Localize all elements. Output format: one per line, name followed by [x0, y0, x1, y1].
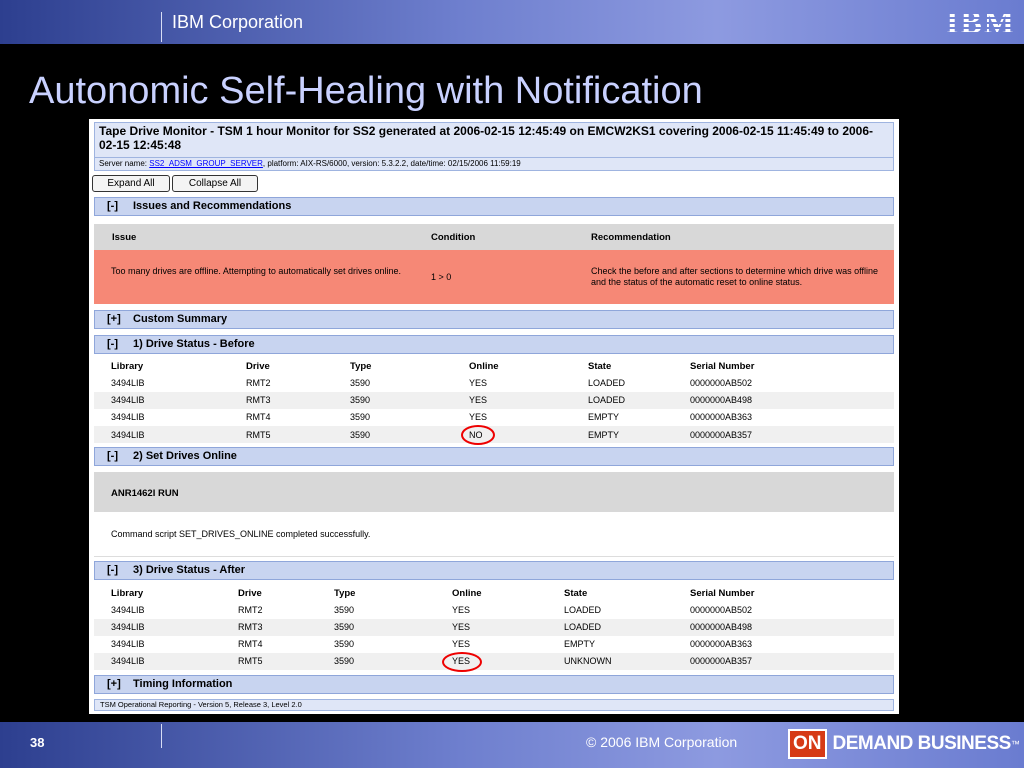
- table-row: 3494LIB RMT4 3590 YES EMPTY 0000000AB363: [94, 409, 894, 426]
- section-toggle[interactable]: [-]: [107, 564, 118, 576]
- header-divider: [161, 12, 162, 42]
- section-before-header[interactable]: [-] 1) Drive Status - Before: [94, 335, 894, 354]
- footer-divider: [161, 724, 162, 748]
- section-timing-header[interactable]: [+] Timing Information: [94, 675, 894, 694]
- collapse-all-button[interactable]: Collapse All: [172, 175, 258, 192]
- command-message: Command script SET_DRIVES_ONLINE completed successfully.: [94, 512, 894, 557]
- report-title: Tape Drive Monitor - TSM 1 hour Monitor for SS2 generated at 2006-02-15 12:45:49 on EMCW2KS1 covering 2006-02-15 11:45:49 to 2006-02-15 12:45:48: [94, 122, 894, 158]
- on-demand-business-logo: ON DEMAND BUSINESS ™: [788, 729, 1020, 759]
- report-footer: TSM Operational Reporting - Version 5, Release 3, Level 2.0: [94, 699, 894, 711]
- copyright: © 2006 IBM Corporation: [586, 734, 738, 750]
- issues-table-header: Issue Condition Recommendation: [94, 224, 894, 250]
- report-panel: [89, 119, 899, 714]
- server-info: Server name: SS2_ADSM_GROUP_SERVER, platform: AIX-RS/6000, version: 5.3.2.2, date/time: 02/15/2006 11:59:19: [94, 157, 894, 171]
- corporation-label: IBM Corporation: [172, 12, 304, 32]
- before-table-header: Library Drive Type Online State Serial Number: [94, 359, 894, 374]
- server-name-link[interactable]: SS2_ADSM_GROUP_SERVER: [149, 159, 263, 168]
- section-toggle[interactable]: [-]: [107, 338, 118, 350]
- command-box: ANR1462I RUN: [94, 472, 894, 512]
- section-toggle[interactable]: [-]: [107, 200, 118, 212]
- slide-footer-bar: [0, 722, 1024, 768]
- table-row: 3494LIB RMT2 3590 YES LOADED 0000000AB502: [94, 375, 894, 392]
- highlight-circle: [442, 652, 482, 672]
- table-row: 3494LIB RMT4 3590 YES EMPTY 0000000AB363: [94, 636, 894, 653]
- after-table-header: Library Drive Type Online State Serial Number: [94, 586, 894, 601]
- section-toggle[interactable]: [-]: [107, 450, 118, 462]
- section-custom-summary-header[interactable]: [+] Custom Summary: [94, 310, 894, 329]
- table-row: 3494LIB RMT3 3590 YES LOADED 0000000AB498: [94, 619, 894, 636]
- section-toggle[interactable]: [+]: [107, 678, 121, 690]
- slide-header-bar: [0, 0, 1024, 44]
- issue-row: Too many drives are offline. Attempting to automatically set drives online. 1 > 0 Check the before and after sections to determine which drive was offline and the status of the automatic reset to online status.: [94, 250, 894, 304]
- section-toggle[interactable]: [+]: [107, 313, 121, 325]
- slide-title: Autonomic Self-Healing with Notification: [29, 70, 703, 112]
- page-number: 38: [30, 735, 45, 750]
- section-after-header[interactable]: [-] 3) Drive Status - After: [94, 561, 894, 580]
- table-row: 3494LIB RMT2 3590 YES LOADED 0000000AB502: [94, 602, 894, 619]
- table-row: 3494LIB RMT5 3590 NO EMPTY 0000000AB357: [94, 426, 894, 443]
- section-set-drives-header[interactable]: [-] 2) Set Drives Online: [94, 447, 894, 466]
- table-row: 3494LIB RMT5 3590 YES UNKNOWN 0000000AB357: [94, 653, 894, 670]
- expand-all-button[interactable]: Expand All: [92, 175, 170, 192]
- ibm-logo: IBM: [946, 4, 1016, 40]
- highlight-circle: [461, 425, 495, 445]
- section-issues-header[interactable]: [-] Issues and Recommendations: [94, 197, 894, 216]
- table-row: 3494LIB RMT3 3590 YES LOADED 0000000AB498: [94, 392, 894, 409]
